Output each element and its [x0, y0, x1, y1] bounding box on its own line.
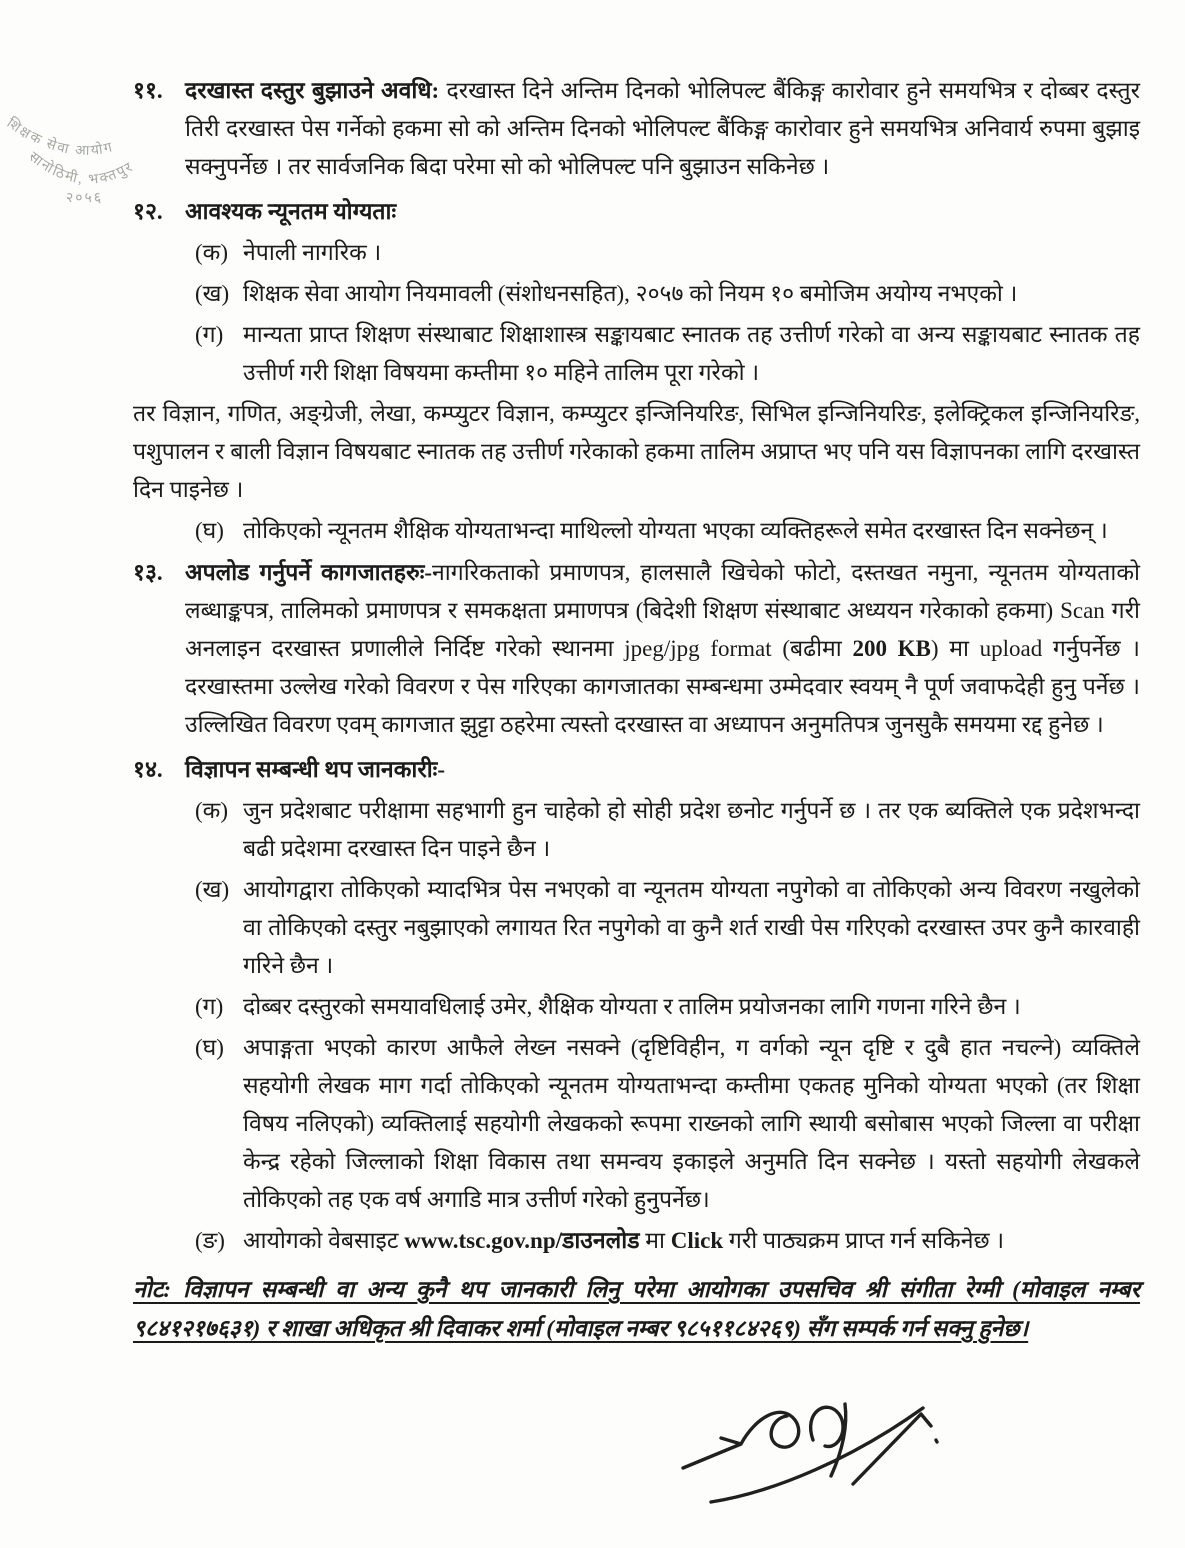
item-14-number: १४. [133, 757, 163, 782]
subitem-14-gha-text: अपाङ्गता भएको कारण आफैले लेख्न नसक्ने (दृष्टिविहीन, ग वर्गको न्यून दृष्टि र दुबै हात नचल्ने) व्यक्तिले सहयोगी लेखक माग गर्दा तोकिएको न्यूनतम योग्यताभन्दा कम्तीमा एकतह मुनिको योग्यता भएको (तर शिक्षा विषय नलिएको) व्यक्तिलाई सहयोगी लेखकको रूपमा राख्नको लागि स्थायी बसोबास भएको जिल्ला वा परीक्षा केन्द्र रहेको जिल्लाको शिक्षा विकास तथा समन्वय इकाइले अनुमति दिन सक्नेछ । यस्तो सहयोगी लेखकले तोकिएको तह एक वर्ष अगाडि मात्र उत्तीर्ण गरेको हुनुपर्नेछ। [243, 1035, 1140, 1212]
list-item-14 [133, 751, 1140, 789]
website-sentence-mid: मा [639, 1228, 671, 1253]
contact-note [133, 1270, 1140, 1348]
item-13-body-pre: नागरिकताको प्रमाणपत्र, हालसालै खिचेको फोटो, दस्तखत नमुना, न्यूनतम योग्यताको लब्धाङ्कपत्र, तालिमको प्रमाणपत्र र समकक्षता प्रमाणपत्र (बिदेशी शिक्षण संस्थाबाट अध्ययन गरेकाको हकमा) Scan गरी अनलाइन दरखास्त प्रणालीले निर्दिष्ट गरेको स्थानमा jpeg/jpg format (बढीमा [185, 560, 1140, 661]
subitem-14-nga [195, 1222, 1140, 1260]
website-sentence-post: गरी पाठ्यक्रम प्राप्त गर्न सकिनेछ । [723, 1228, 1005, 1253]
website-sentence-pre: आयोगको वेबसाइट [243, 1228, 405, 1253]
item-14-subitems [195, 792, 1140, 1260]
subitem-14-gha-label: (घ) [195, 1035, 224, 1060]
subitem-12-kha-text: शिक्षक सेवा आयोग नियमावली (संशोधनसहित), २०५७ को नियम १० बमोजिम अयोग्य नभएको । [243, 281, 1018, 306]
subitem-14-ka-label: (क) [195, 798, 228, 823]
item-13-number: १३. [133, 560, 163, 585]
subitem-12-ga-label: (ग) [195, 322, 224, 347]
subitem-12-ka [195, 234, 1140, 272]
item-11-body: दरखास्त दिने अन्तिम दिनको भोलिपल्ट बैंकिङ्ग कारोवार हुने समयभित्र र दोब्बर दस्तुर तिरी दरखास्त पेस गर्नेको हकमा सो को अन्तिम दिनको भोलिपल्ट बैंकिङ्ग कारोवार हुने समयभित्र अनिवार्य रुपमा बुझाइ सक्नुपर्नेछ । तर सार्वजनिक बिदा परेमा सो को भोलिपल्ट पनि बुझाउन सकिनेछ । [185, 78, 1141, 179]
subitem-12-ka-text: नेपाली नागरिक । [243, 240, 382, 265]
subitem-12-ga-text: मान्यता प्राप्त शिक्षण संस्थाबाट शिक्षाशास्त्र सङ्कायबाट स्नातक तह उत्तीर्ण गरेको वा अन्य सङ्कायबाट स्नातक तह उत्तीर्ण गरी शिक्षा विषयमा कम्तीमा १० महिने तालिम पूरा गरेको । [243, 322, 1140, 385]
item-12-heading: आवश्यक न्यूनतम योग्यताः [185, 199, 397, 224]
subitem-14-nga-text [243, 1222, 1140, 1260]
subitem-14-gha [195, 1029, 1140, 1219]
subitem-14-kha-text: आयोगद्वारा तोकिएको म्यादभित्र पेस नभएको वा न्यूनतम योग्यता नपुगेको वा तोकिएको अन्य विवरण नखुलेको वा तोकिएको दस्तुर नबुझाएको लगायत रित नपुगेको वा कुनै शर्त राखी पेस गरिएको दरखास्त उपर कुनै कारवाही गरिने छैन । [243, 877, 1140, 978]
item-14-heading: विज्ञापन सम्बन्धी थप जानकारीः- [185, 757, 445, 782]
signature-scribble [655, 1392, 1015, 1537]
subitem-12-ga [195, 316, 1140, 392]
subitem-12-ka-label: (क) [195, 240, 228, 265]
notice-body [133, 72, 1140, 1348]
item-13-heading: अपलोड गर्नुपर्ने कागजातहरुः- [185, 560, 433, 585]
stamp-arc-top: शिक्षक सेवा आयोग [3, 116, 116, 159]
item-13-text [185, 554, 1140, 744]
item-12-subitems-continued [195, 512, 1140, 550]
subitem-14-ka-text: जुन प्रदेशबाट परीक्षामा सहभागी हुन चाहेको हो सोही प्रदेश छनोट गर्नुपर्ने छ । तर एक ब्यक्तिले एक प्रदेशभन्दा बढी प्रदेशमा दरखास्त दिन पाइने छैन । [243, 798, 1140, 861]
subitem-12-gha-text: तोकिएको न्यूनतम शैक्षिक योग्यताभन्दा माथिल्लो योग्यता भएका व्यक्तिहरूले समेत दरखास्त दिन सक्नेछन् । [243, 518, 1108, 543]
commission-website-url: www.tsc.gov.np/डाउनलोड [404, 1228, 640, 1253]
item-11-number: ११. [133, 78, 163, 103]
signature-stroke-arrow [683, 1412, 799, 1468]
subitem-12-kha [195, 275, 1140, 313]
list-item-12 [133, 193, 1140, 231]
subitem-14-nga-label: (ङ) [195, 1228, 225, 1253]
click-word: Click [670, 1228, 724, 1253]
note-label: नोट: [133, 1277, 171, 1302]
item-13-size-limit: 200 KB [852, 636, 931, 661]
subitem-14-ga-text: दोब्बर दस्तुरको समयावधिलाई उमेर, शैक्षिक योग्यता र तालिम प्रयोजनका लागि गणना गरिने छैन । [243, 994, 1021, 1019]
item-12-number: १२. [133, 199, 163, 224]
subitem-12-kha-label: (ख) [195, 281, 230, 306]
note-text: विज्ञापन सम्बन्धी वा अन्य कुनै थप जानकारी लिनु परेमा आयोगका उपसचिव श्री संगीता रेग्मी (मोवाइल नम्बर ९८४१२१७६३१) र शाखा अधिकृत श्री दिवाकर शर्मा (मोवाइल नम्बर ९८५११८४२६९) सँग सम्पर्क गर्न सक्नु हुनेछ। [133, 1277, 1140, 1341]
signature-stroke-cross [853, 1414, 937, 1484]
signature-stroke-underline [711, 1408, 923, 1502]
subitem-14-ga [195, 988, 1140, 1026]
subitem-14-kha-label: (ख) [195, 877, 230, 902]
list-item-11 [133, 72, 1140, 186]
subitem-14-ka [195, 792, 1140, 868]
subitem-12-gha [195, 512, 1140, 550]
list-item-13 [133, 554, 1140, 744]
subitem-14-kha [195, 871, 1140, 985]
stamp-year: २०५६ [66, 191, 104, 206]
subitem-14-ga-label: (ग) [195, 994, 224, 1019]
subitem-12-gha-label: (घ) [195, 518, 224, 543]
item-13-body-post: ) मा upload गर्नुपर्नेछ । दरखास्तमा उल्लेख गरेको विवरण र पेस गरिएका कागजातका सम्बन्धमा उम्मेदवार स्वयम् नै पूर्ण जवाफदेही हुनु पर्नेछ । उल्लिखित विवरण एवम् कागजात झुट्टा ठहरेमा त्यस्तो दरखास्त वा अध्यापन अनुमतिपत्र जुनसुकै समयमा रद्द हुनेछ । [185, 636, 1140, 737]
item-12-subitems [195, 234, 1140, 392]
item-11-text [185, 72, 1140, 186]
stamp-arc-bottom: सानोठिमी, भक्तपुर [25, 149, 137, 188]
item-11-heading: दरखास्त दस्तुर बुझाउने अवधि: [185, 78, 440, 103]
item-12-exception-paragraph: तर विज्ञान, गणित, अङ्ग्रेजी, लेखा, कम्प्युटर विज्ञान, कम्प्युटर इन्जिनियरिङ, सिभिल इन्जिनियरिङ, इलेक्ट्रिकल इन्जिनियरिङ, पशुपालन र बाली विज्ञान विषयबाट स्नातक तह उत्तीर्ण गरेकाको हकमा तालिम अप्राप्त भए पनि यस विज्ञापनका लागि दरखास्त दिन पाइनेछ । [133, 401, 1140, 502]
